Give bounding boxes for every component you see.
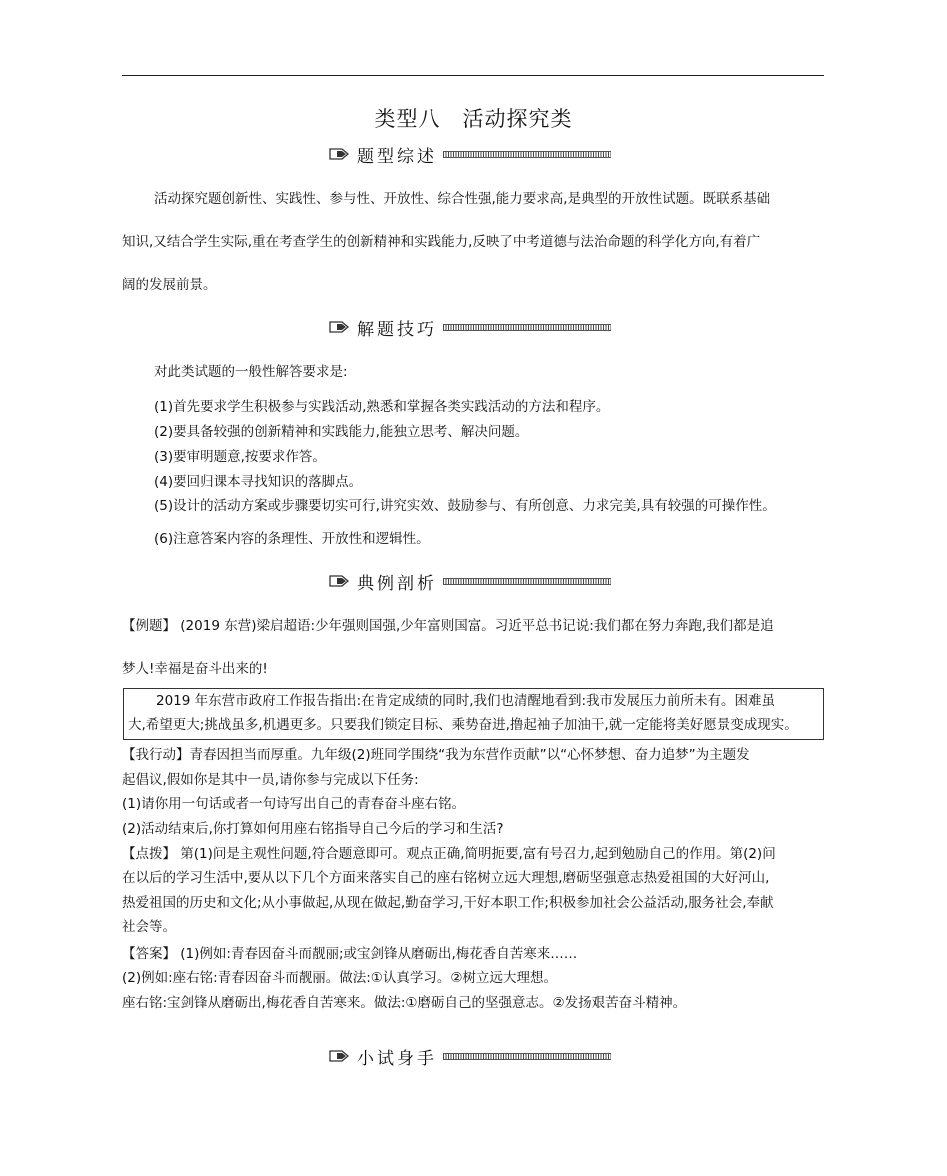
paragraph-line: 阔的发展前景。	[122, 277, 217, 293]
list-item: (3)要审明题意,按要求作答。	[154, 449, 326, 465]
list-item: (1)首先要求学生积极参与实践活动,熟悉和掌握各类实践活动的方法和程序。	[154, 399, 610, 415]
section-label: 解题技巧	[357, 319, 437, 340]
analysis-line: 【点拨】 第(1)问是主观性问题,符合题意即可。观点正确,简明扼要,富有号召力,起到勉励自己的作用。第(2)问	[122, 846, 776, 862]
section-divider	[443, 324, 611, 331]
arrow-marker-icon	[329, 574, 351, 588]
task-line: (2)活动结束后,你打算如何用座右铭指导自己今后的学习和生活?	[122, 821, 504, 837]
section-heading-skills	[329, 315, 611, 339]
answer-line: 【答案】 (1)例如:青春因奋斗而靓丽;或宝剑锋从磨砺出,梅花香自苦寒来……	[122, 946, 578, 962]
task-line: (1)请你用一句话或者一句诗写出自己的青春奋斗座右铭。	[122, 796, 466, 812]
section-heading-practice	[329, 1044, 611, 1068]
section-label: 典例剖析	[357, 573, 437, 594]
list-item: (4)要回归课本寻找知识的落脚点。	[154, 474, 363, 490]
list-item: (5)设计的活动方案或步骤要切实可行,讲究实效、鼓励参与、有所创意、力求完美,具有较强的可操作性。	[154, 498, 776, 514]
answer-line: 座右铭:宝剑锋从磨砺出,梅花香自苦寒来。做法:①磨砺自己的坚强意志。②发扬艰苦奋斗精神。	[122, 995, 687, 1011]
paragraph-line: 知识,又结合学生实际,重在考查学生的创新精神和实践能力,反映了中考道德与法治命题的科学化方向,有着广	[122, 234, 761, 250]
page-title: 类型八 活动探究类	[374, 107, 573, 131]
paragraph-line: 活动探究题创新性、实践性、参与性、开放性、综合性强,能力要求高,是典型的开放性试题。既联系基础	[154, 191, 771, 207]
task-line: 起倡议,假如你是其中一员,请你参与完成以下任务:	[122, 772, 419, 788]
section-divider	[443, 1053, 611, 1060]
example-line: 梦人!幸福是奋斗出来的!	[122, 661, 268, 677]
example-line: 【例题】 (2019 东营)梁启超语:少年强则国强,少年富则国富。习近平总书记说:我们都在努力奔跑,我们都是追	[122, 618, 774, 634]
arrow-marker-icon	[329, 320, 351, 334]
section-label: 小试身手	[357, 1048, 437, 1069]
analysis-line: 热爱祖国的历史和文化;从小事做起,从现在做起,勤奋学习,干好本职工作;积极参加社会公益活动,服务社会,奉献	[122, 895, 774, 911]
list-item: (6)注意答案内容的条理性、开放性和逻辑性。	[154, 531, 430, 547]
arrow-marker-icon	[329, 1049, 351, 1063]
analysis-line: 在以后的学习生活中,要从以下几个方面来落实自己的座右铭树立远大理想,磨砺坚强意志热爱祖国的大好河山,	[122, 870, 770, 886]
analysis-line: 社会等。	[122, 919, 176, 935]
list-item: (2)要具备较强的创新精神和实践能力,能独立思考、解决问题。	[154, 424, 529, 440]
section-heading-overview	[329, 142, 611, 166]
skills-intro: 对此类试题的一般性解答要求是:	[154, 364, 348, 380]
section-divider	[443, 151, 611, 158]
header-rule	[122, 75, 824, 76]
answer-line: (2)例如:座右铭:青春因奋斗而靓丽。做法:①认真学习。②树立远大理想。	[122, 970, 557, 986]
box-line: 2019 年东营市政府工作报告指出:在肯定成绩的同时,我们也清醒地看到:我市发展压力前所未有。困难虽	[156, 693, 776, 709]
material-box	[123, 688, 824, 740]
section-divider	[443, 578, 611, 585]
arrow-marker-icon	[329, 147, 351, 161]
section-heading-examples	[329, 569, 611, 593]
box-line: 大,希望更大;挑战虽多,机遇更多。只要我们锁定目标、乘势奋进,撸起袖子加油干,就一定能将美好愿景变成现实。	[128, 717, 798, 733]
section-label: 题型综述	[357, 146, 437, 167]
task-line: 【我行动】青春因担当而厚重。九年级(2)班同学围绕“我为东营作贡献”以“心怀梦想、奋力追梦”为主题发	[122, 747, 750, 763]
